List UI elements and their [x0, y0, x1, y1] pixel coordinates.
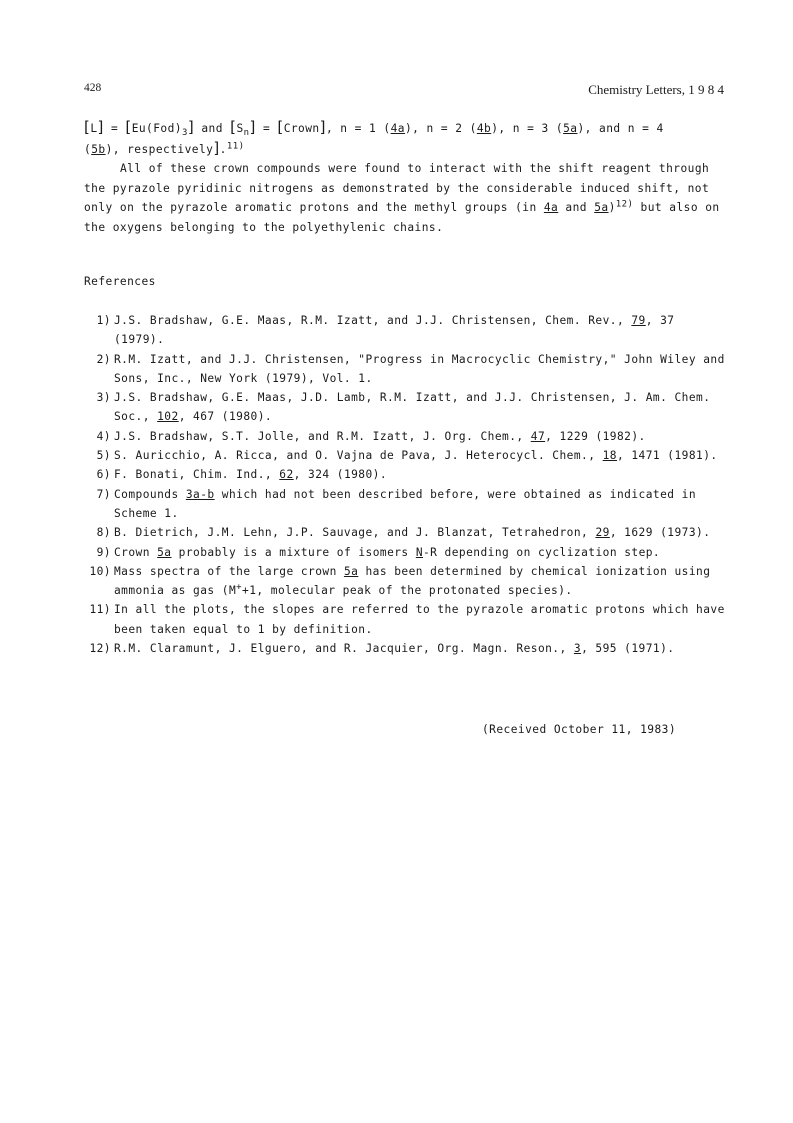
reference-item — [84, 446, 726, 465]
reference-text: J.S. Bradshaw, S.T. Jolle, and R.M. Izatt, J. Org. Chem., 47, 1229 (1982). — [114, 429, 646, 443]
reference-item — [84, 388, 726, 427]
page-header — [84, 82, 724, 100]
eq-subscript: 3 — [182, 128, 188, 139]
eq-L: L — [90, 122, 98, 135]
reference-number: 5) — [96, 449, 111, 463]
bracket-open: [ — [230, 118, 237, 136]
reference-number: 10) — [89, 564, 111, 578]
reference-number: 1) — [96, 314, 111, 327]
reference-text: R.M. Izatt, and J.J. Christensen, "Progress in Macrocyclic Chemistry," John Wiley and Sons, Inc., New York (1979), Vol. 1. — [114, 352, 725, 385]
eq-text: ), and n = 4 — [577, 122, 664, 135]
reference-text: Compounds 3a-b which had not been described before, were obtained as indicated in Scheme 1. — [114, 487, 697, 520]
reference-item — [84, 465, 726, 484]
paragraph-2 — [84, 159, 726, 237]
reference-text: Mass spectra of the large crown 5a has been determined by chemical ionization using ammonia as gas (M++1, molecular peak of the protonated species). — [114, 564, 711, 598]
reference-number: 9) — [96, 545, 111, 559]
reference-item — [84, 485, 726, 524]
citation-superscript: 11) — [226, 140, 245, 151]
compound-ref: 4a — [390, 122, 405, 135]
reference-text: S. Auricchio, A. Ricca, and O. Vajna de Pava, J. Heterocycl. Chem., 18, 1471 (1981). — [114, 449, 718, 463]
reference-item — [84, 350, 726, 389]
reference-number: 8) — [96, 526, 111, 540]
received-date: (Received October 11, 1983) — [482, 723, 677, 736]
compound-ref: 5a — [563, 122, 578, 135]
compound-ref: 5a — [594, 201, 609, 214]
eq-text: ), respectively — [105, 142, 214, 156]
text-line: All of these crown compounds were found to interact with the shift reagent — [120, 162, 652, 175]
bracket-close: ] — [187, 118, 195, 136]
reference-item — [84, 523, 726, 542]
text-line: through the pyrazole pyridinic nitrogens as demonstrated by the considerable — [84, 162, 710, 195]
compound-ref: 4a — [543, 201, 559, 214]
eq-and: and — [194, 122, 231, 135]
reference-item — [84, 543, 726, 562]
reference-text: Crown 5a probably is a mixture of isomers N-R depending on cyclization step. — [114, 545, 661, 559]
eq-eufod: Eu(Fod) — [131, 122, 182, 135]
eq-text: ( — [84, 142, 92, 156]
reference-item — [84, 562, 726, 601]
reference-item — [84, 639, 726, 658]
eq-text: . — [219, 142, 227, 156]
eq-S: S — [236, 122, 244, 135]
page-number: 428 — [84, 82, 102, 94]
journal-title: Chemistry Letters, 1 9 8 4 — [588, 82, 724, 97]
bracket-close: ] — [213, 138, 220, 157]
compound-ref: 5b — [91, 142, 106, 156]
body-text — [84, 118, 726, 237]
text-line: ) — [608, 201, 616, 214]
text-line: but also on the oxygens belonging to the polyethylenic chains. — [84, 201, 720, 234]
reference-list — [84, 311, 726, 658]
eq-text: ), n = 3 ( — [491, 122, 564, 135]
text-line: induced shift, not only on the pyrazole aromatic protons and the methyl groups (in — [84, 181, 710, 214]
reference-number: 12) — [89, 642, 111, 656]
equation-paragraph — [84, 118, 726, 159]
bracket-close: ] — [249, 118, 256, 136]
bracket-open: [ — [277, 118, 284, 136]
reference-text: B. Dietrich, J.M. Lehn, J.P. Sauvage, and J. Blanzat, Tetrahedron, 29, 1629 (1973). — [114, 526, 711, 540]
citation-superscript: 12) — [615, 199, 634, 210]
reference-number: 7) — [96, 487, 111, 501]
reference-text: J.S. Bradshaw, G.E. Maas, R.M. Izatt, and J.J. Christensen, Chem. Rev., 79, 37 (1979). — [114, 314, 675, 347]
bracket-open: [ — [84, 118, 91, 136]
references-heading: References — [84, 275, 156, 288]
reference-number: 3) — [96, 391, 111, 405]
reference-number: 4) — [96, 429, 111, 443]
bracket-close: ] — [319, 118, 326, 136]
reference-number: 2) — [96, 352, 111, 366]
eq-text: ), n = 2 ( — [404, 122, 477, 135]
reference-text: F. Bonati, Chim. Ind., 62, 324 (1980). — [114, 468, 388, 482]
eq-equals: = — [103, 122, 126, 135]
reference-number: 11) — [89, 603, 111, 617]
eq-subscript: n — [243, 128, 250, 139]
reference-text: In all the plots, the slopes are referred to the pyrazole aromatic protons which have been taken equal to 1 by definition. — [114, 603, 725, 636]
bracket-open: [ — [125, 118, 132, 136]
text-line: and — [558, 201, 595, 214]
eq-crown: Crown — [283, 122, 320, 135]
reference-number: 6) — [96, 468, 111, 482]
reference-text: J.S. Bradshaw, G.E. Maas, J.D. Lamb, R.M. Izatt, and J.J. Christensen, J. Am. Chem. Soc., 102, 467 (1980). — [114, 391, 711, 424]
reference-item — [84, 311, 726, 350]
reference-item — [84, 427, 726, 446]
bracket-close: ] — [97, 118, 104, 136]
compound-ref: 4b — [476, 122, 492, 135]
eq-text: , n = 1 ( — [325, 122, 391, 135]
reference-text: R.M. Claramunt, J. Elguero, and R. Jacquier, Org. Magn. Reson., 3, 595 (1971). — [114, 642, 675, 656]
reference-item — [84, 600, 726, 639]
eq-equals: = — [255, 122, 278, 135]
